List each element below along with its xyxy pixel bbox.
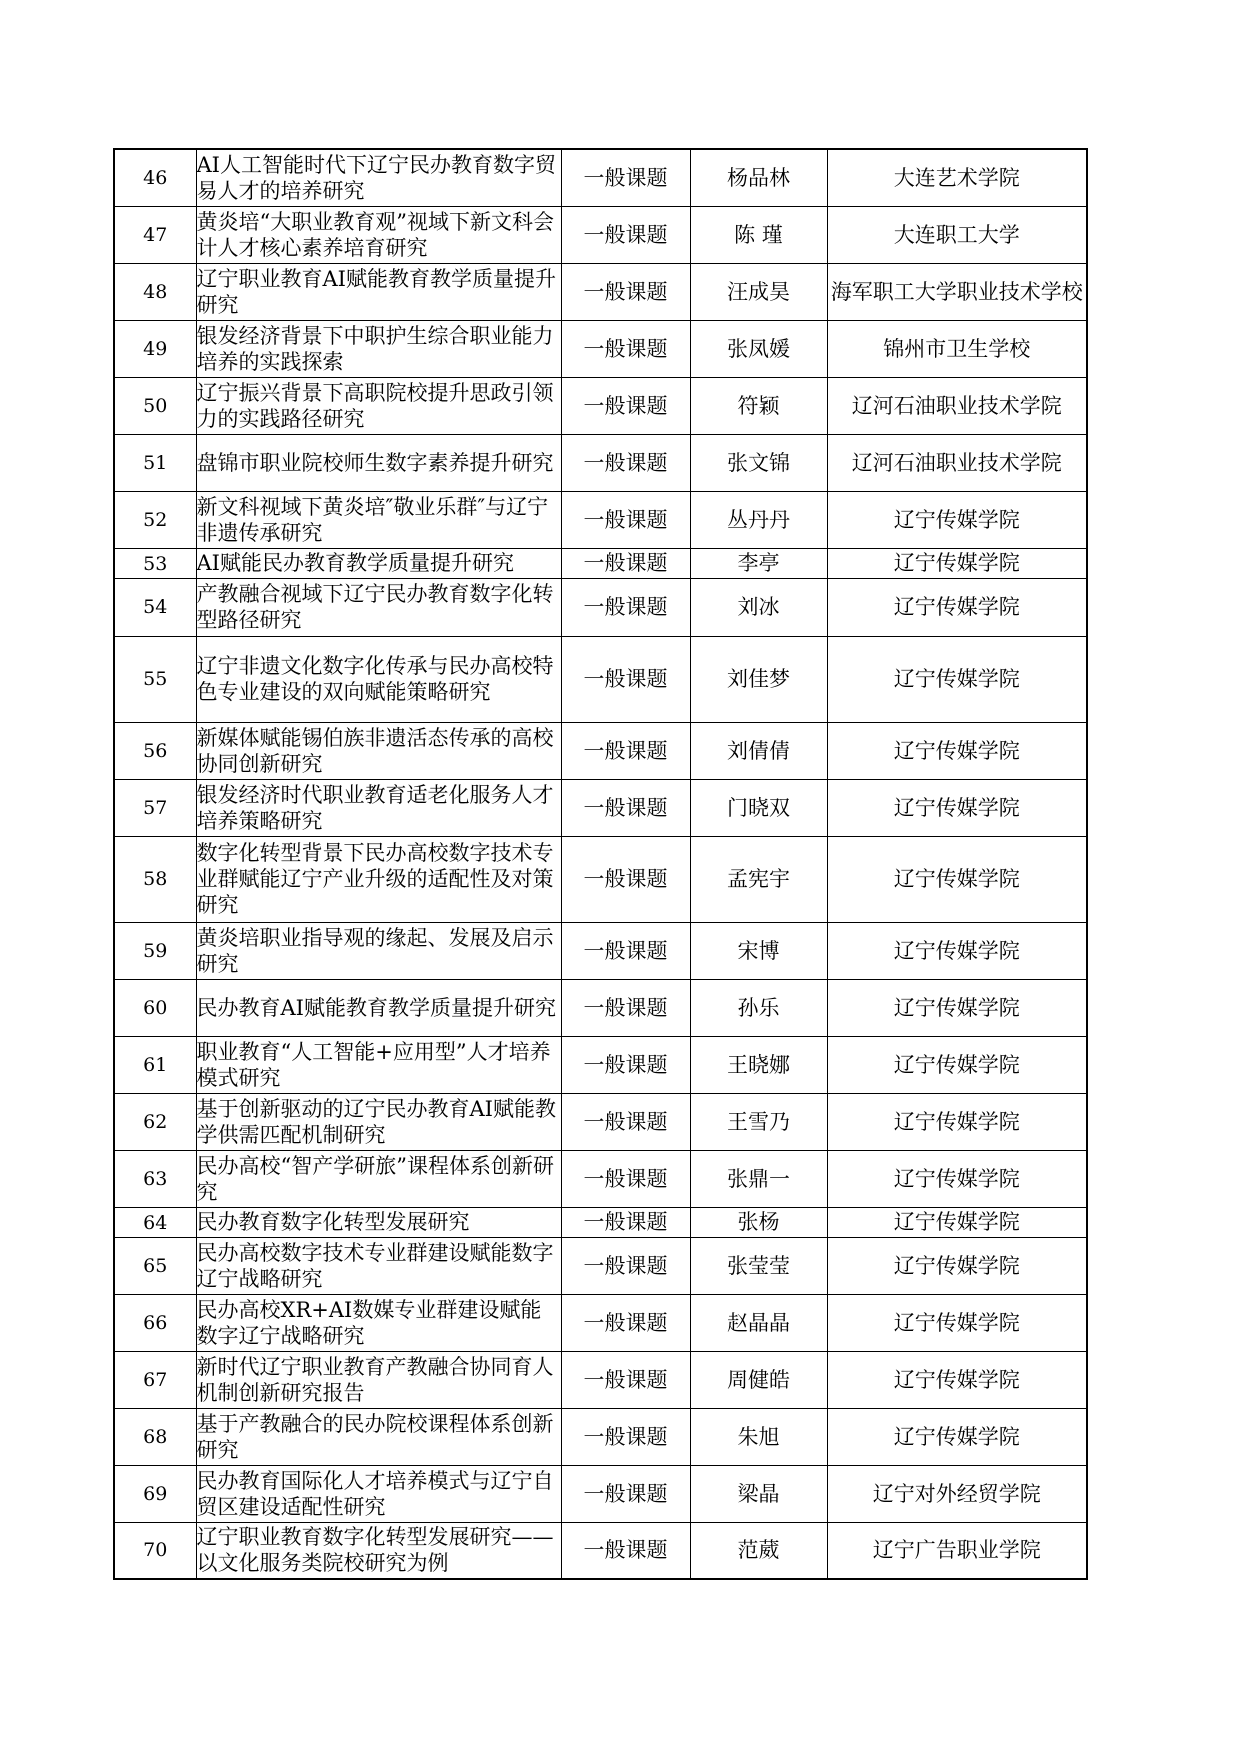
row-number: 70 [114, 1522, 196, 1579]
table-row [114, 1150, 1087, 1207]
table-row [114, 1351, 1087, 1408]
table-row [114, 1207, 1087, 1237]
table-row [114, 1093, 1087, 1150]
project-leader: 刘冰 [690, 578, 827, 636]
institution: 辽宁传媒学院 [827, 1207, 1087, 1237]
project-category: 一般课题 [561, 206, 690, 263]
project-leader: 周健皓 [690, 1351, 827, 1408]
table-row [114, 377, 1087, 434]
institution: 辽宁传媒学院 [827, 636, 1087, 722]
table-row [114, 779, 1087, 836]
project-leader: 张凤媛 [690, 320, 827, 377]
project-category: 一般课题 [561, 636, 690, 722]
project-category: 一般课题 [561, 1522, 690, 1579]
project-category: 一般课题 [561, 491, 690, 548]
project-title: 黄炎培职业指导观的缘起、发展及启示研究 [196, 922, 561, 979]
row-number: 48 [114, 263, 196, 320]
project-category: 一般课题 [561, 1150, 690, 1207]
institution: 辽宁传媒学院 [827, 1351, 1087, 1408]
project-title: 新时代辽宁职业教育产教融合协同育人机制创新研究报告 [196, 1351, 561, 1408]
project-category: 一般课题 [561, 1207, 690, 1237]
row-number: 61 [114, 1036, 196, 1093]
project-category: 一般课题 [561, 548, 690, 578]
row-number: 49 [114, 320, 196, 377]
project-title: 产教融合视域下辽宁民办教育数字化转型路径研究 [196, 578, 561, 636]
institution: 辽宁传媒学院 [827, 1093, 1087, 1150]
table-row [114, 722, 1087, 779]
table-row [114, 1036, 1087, 1093]
table-row [114, 979, 1087, 1036]
table-body [114, 149, 1087, 1579]
row-number: 57 [114, 779, 196, 836]
project-title: 银发经济时代职业教育适老化服务人才培养策略研究 [196, 779, 561, 836]
row-number: 46 [114, 149, 196, 206]
project-category: 一般课题 [561, 1351, 690, 1408]
row-number: 65 [114, 1237, 196, 1294]
table-row [114, 263, 1087, 320]
row-number: 54 [114, 578, 196, 636]
project-title: 民办教育AI赋能教育教学质量提升研究 [196, 979, 561, 1036]
table-row [114, 548, 1087, 578]
project-leader: 王晓娜 [690, 1036, 827, 1093]
project-title: 民办教育数字化转型发展研究 [196, 1207, 561, 1237]
project-category: 一般课题 [561, 320, 690, 377]
project-category: 一般课题 [561, 922, 690, 979]
project-category: 一般课题 [561, 779, 690, 836]
institution: 大连职工大学 [827, 206, 1087, 263]
institution: 辽宁传媒学院 [827, 836, 1087, 922]
project-category: 一般课题 [561, 149, 690, 206]
table-row [114, 491, 1087, 548]
institution: 辽河石油职业技术学院 [827, 377, 1087, 434]
project-list-table [113, 148, 1088, 1580]
project-leader: 刘佳梦 [690, 636, 827, 722]
project-category: 一般课题 [561, 1093, 690, 1150]
project-category: 一般课题 [561, 722, 690, 779]
project-leader: 张莹莹 [690, 1237, 827, 1294]
table-row [114, 578, 1087, 636]
project-title: 民办高校“智产学研旅”课程体系创新研究 [196, 1150, 561, 1207]
project-title: AI赋能民办教育教学质量提升研究 [196, 548, 561, 578]
project-leader: 赵晶晶 [690, 1294, 827, 1351]
institution: 辽宁传媒学院 [827, 1294, 1087, 1351]
row-number: 55 [114, 636, 196, 722]
project-title: 基于创新驱动的辽宁民办教育AI赋能教学供需匹配机制研究 [196, 1093, 561, 1150]
row-number: 51 [114, 434, 196, 491]
institution: 辽宁传媒学院 [827, 1408, 1087, 1465]
project-title: 辽宁职业教育AI赋能教育教学质量提升研究 [196, 263, 561, 320]
project-category: 一般课题 [561, 263, 690, 320]
institution: 大连艺术学院 [827, 149, 1087, 206]
project-leader: 张杨 [690, 1207, 827, 1237]
project-leader: 王雪乃 [690, 1093, 827, 1150]
row-number: 50 [114, 377, 196, 434]
project-leader: 刘倩倩 [690, 722, 827, 779]
project-title: AI人工智能时代下辽宁民办教育数字贸易人才的培养研究 [196, 149, 561, 206]
table-row [114, 320, 1087, 377]
project-category: 一般课题 [561, 836, 690, 922]
row-number: 66 [114, 1294, 196, 1351]
project-leader: 孙乐 [690, 979, 827, 1036]
row-number: 53 [114, 548, 196, 578]
table-row [114, 1465, 1087, 1522]
table-row [114, 1408, 1087, 1465]
table-row [114, 1294, 1087, 1351]
table-row [114, 836, 1087, 922]
project-leader: 李亭 [690, 548, 827, 578]
row-number: 58 [114, 836, 196, 922]
project-title: 辽宁振兴背景下高职院校提升思政引领力的实践路径研究 [196, 377, 561, 434]
table-row [114, 636, 1087, 722]
row-number: 56 [114, 722, 196, 779]
table-row [114, 434, 1087, 491]
table-row [114, 922, 1087, 979]
row-number: 59 [114, 922, 196, 979]
table-row [114, 1237, 1087, 1294]
institution: 辽宁传媒学院 [827, 979, 1087, 1036]
project-leader: 范葳 [690, 1522, 827, 1579]
row-number: 47 [114, 206, 196, 263]
project-category: 一般课题 [561, 578, 690, 636]
project-leader: 张文锦 [690, 434, 827, 491]
row-number: 67 [114, 1351, 196, 1408]
project-title: 民办高校数字技术专业群建设赋能数字辽宁战略研究 [196, 1237, 561, 1294]
institution: 辽宁传媒学院 [827, 578, 1087, 636]
row-number: 52 [114, 491, 196, 548]
institution: 辽宁传媒学院 [827, 1150, 1087, 1207]
project-category: 一般课题 [561, 434, 690, 491]
project-leader: 汪成昊 [690, 263, 827, 320]
institution: 辽宁传媒学院 [827, 1237, 1087, 1294]
row-number: 60 [114, 979, 196, 1036]
project-category: 一般课题 [561, 1036, 690, 1093]
project-leader: 杨品林 [690, 149, 827, 206]
institution: 海军职工大学职业技术学校 [827, 263, 1087, 320]
institution: 辽宁传媒学院 [827, 548, 1087, 578]
table-row [114, 206, 1087, 263]
institution: 辽宁传媒学院 [827, 491, 1087, 548]
project-leader: 陈 瑾 [690, 206, 827, 263]
project-title: 辽宁职业教育数字化转型发展研究——以文化服务类院校研究为例 [196, 1522, 561, 1579]
project-title: 民办教育国际化人才培养模式与辽宁自贸区建设适配性研究 [196, 1465, 561, 1522]
row-number: 62 [114, 1093, 196, 1150]
row-number: 63 [114, 1150, 196, 1207]
project-title: 辽宁非遗文化数字化传承与民办高校特色专业建设的双向赋能策略研究 [196, 636, 561, 722]
project-leader: 门晓双 [690, 779, 827, 836]
project-title: 黄炎培“大职业教育观”视域下新文科会计人才核心素养培育研究 [196, 206, 561, 263]
project-title: 新文科视域下黄炎培″敬业乐群″与辽宁非遗传承研究 [196, 491, 561, 548]
project-title: 职业教育“人工智能+应用型”人才培养模式研究 [196, 1036, 561, 1093]
table-row [114, 1522, 1087, 1579]
institution: 辽河石油职业技术学院 [827, 434, 1087, 491]
project-title: 基于产教融合的民办院校课程体系创新研究 [196, 1408, 561, 1465]
project-category: 一般课题 [561, 1237, 690, 1294]
institution: 锦州市卫生学校 [827, 320, 1087, 377]
institution: 辽宁广告职业学院 [827, 1522, 1087, 1579]
project-leader: 梁晶 [690, 1465, 827, 1522]
project-category: 一般课题 [561, 1294, 690, 1351]
project-leader: 朱旭 [690, 1408, 827, 1465]
project-leader: 符颖 [690, 377, 827, 434]
project-title: 新媒体赋能锡伯族非遗活态传承的高校协同创新研究 [196, 722, 561, 779]
project-title: 民办高校XR+AI数媒专业群建设赋能数字辽宁战略研究 [196, 1294, 561, 1351]
project-category: 一般课题 [561, 377, 690, 434]
project-title: 盘锦市职业院校师生数字素养提升研究 [196, 434, 561, 491]
project-category: 一般课题 [561, 979, 690, 1036]
project-leader: 孟宪宇 [690, 836, 827, 922]
project-category: 一般课题 [561, 1465, 690, 1522]
institution: 辽宁对外经贸学院 [827, 1465, 1087, 1522]
row-number: 69 [114, 1465, 196, 1522]
project-title: 数字化转型背景下民办高校数字技术专业群赋能辽宁产业升级的适配性及对策研究 [196, 836, 561, 922]
row-number: 68 [114, 1408, 196, 1465]
institution: 辽宁传媒学院 [827, 779, 1087, 836]
institution: 辽宁传媒学院 [827, 1036, 1087, 1093]
row-number: 64 [114, 1207, 196, 1237]
project-leader: 丛丹丹 [690, 491, 827, 548]
table-row [114, 149, 1087, 206]
institution: 辽宁传媒学院 [827, 722, 1087, 779]
project-title: 银发经济背景下中职护生综合职业能力培养的实践探索 [196, 320, 561, 377]
project-leader: 张鼎一 [690, 1150, 827, 1207]
project-leader: 宋博 [690, 922, 827, 979]
institution: 辽宁传媒学院 [827, 922, 1087, 979]
project-category: 一般课题 [561, 1408, 690, 1465]
